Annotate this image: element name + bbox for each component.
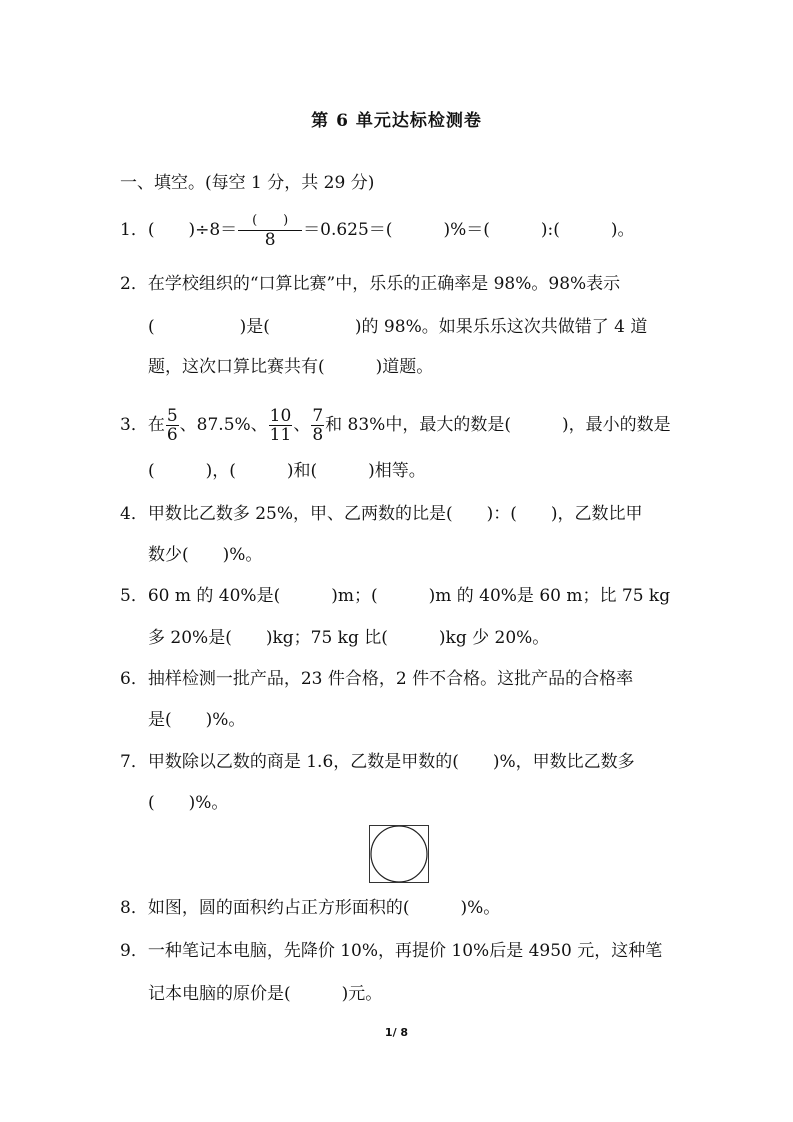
q3-suffix: 和 83%中，最大的数是( )，最小的数是 xyxy=(325,415,671,435)
q3-f1-numerator: 5 xyxy=(166,406,178,426)
q3-sep-1: 、87.5%、 xyxy=(179,415,268,435)
question-6-line-1: 6．抽样检测一批产品，23 件合格，2 件不合格。这批产品的合格率 xyxy=(120,669,634,689)
q3-f3-numerator: 7 xyxy=(312,406,324,426)
q3-f2-numerator: 10 xyxy=(269,406,292,426)
question-7-line-1: 7．甲数除以乙数的商是 1.6，乙数是甲数的( )%，甲数比乙数多 xyxy=(120,752,635,772)
q1-prefix: 1．( )÷8＝ xyxy=(120,220,238,240)
question-4-line-2: 数少( )%。 xyxy=(148,545,263,565)
page-number: 1/ 8 xyxy=(384,1026,409,1039)
q1-frac-denominator: 8 xyxy=(264,230,276,250)
question-8-line-1: 8．如图，圆的面积约占正方形面积的( )%。 xyxy=(120,898,501,918)
question-5-line-2: 多 20%是( )kg；75 kg 比( )kg 少 20%。 xyxy=(148,628,550,648)
question-1 xyxy=(120,212,634,249)
inscribed-circle xyxy=(371,826,427,882)
question-7-line-2: ( )%。 xyxy=(148,793,229,813)
question-9-line-2: 记本电脑的原价是( )元。 xyxy=(148,984,383,1004)
q3-prefix: 3．在 xyxy=(120,415,165,435)
q1-frac-numerator: ( ) xyxy=(238,212,302,231)
q3-fraction-1 xyxy=(166,407,179,444)
q3-fraction-3 xyxy=(311,407,324,444)
question-9-line-1: 9．一种笔记本电脑，先降价 10%，再提价 10%后是 4950 元，这种笔 xyxy=(120,941,663,961)
q1-suffix: ＝0.625＝( )%＝( ):( )。 xyxy=(303,220,635,240)
q1-fraction xyxy=(238,212,302,249)
q3-f3-denominator: 8 xyxy=(312,425,324,445)
question-4-line-1: 4．甲数比乙数多 25%，甲、乙两数的比是( )：( )，乙数比甲 xyxy=(120,504,643,524)
q3-f2-denominator: 11 xyxy=(269,425,292,445)
question-2-line-2: ( )是( )的 98%。如果乐乐这次共做错了 4 道 xyxy=(148,317,648,337)
question-2-line-3: 题，这次口算比赛共有( )道题。 xyxy=(148,357,434,377)
question-3-line-2: ( )，( )和( )相等。 xyxy=(148,461,426,481)
square-with-inscribed-circle-figure xyxy=(369,825,429,883)
question-2-line-1: 2．在学校组织的“口算比赛”中，乐乐的正确率是 98%。98%表示 xyxy=(120,274,621,294)
inscribed-circle-diagram xyxy=(370,826,428,882)
q3-f1-denominator: 6 xyxy=(166,425,178,445)
question-6-line-2: 是( )%。 xyxy=(148,710,246,730)
q3-fraction-2 xyxy=(269,407,293,444)
q3-sep-2: 、 xyxy=(293,415,311,435)
question-5-line-1: 5．60 m 的 40%是( )m；( )m 的 40%是 60 m；比 75 kg xyxy=(120,586,671,606)
page-title: 第 6 单元达标检测卷 xyxy=(311,111,482,131)
section-heading: 一、填空。(每空 1 分，共 29 分) xyxy=(120,173,375,193)
question-3-line-1 xyxy=(120,407,671,444)
